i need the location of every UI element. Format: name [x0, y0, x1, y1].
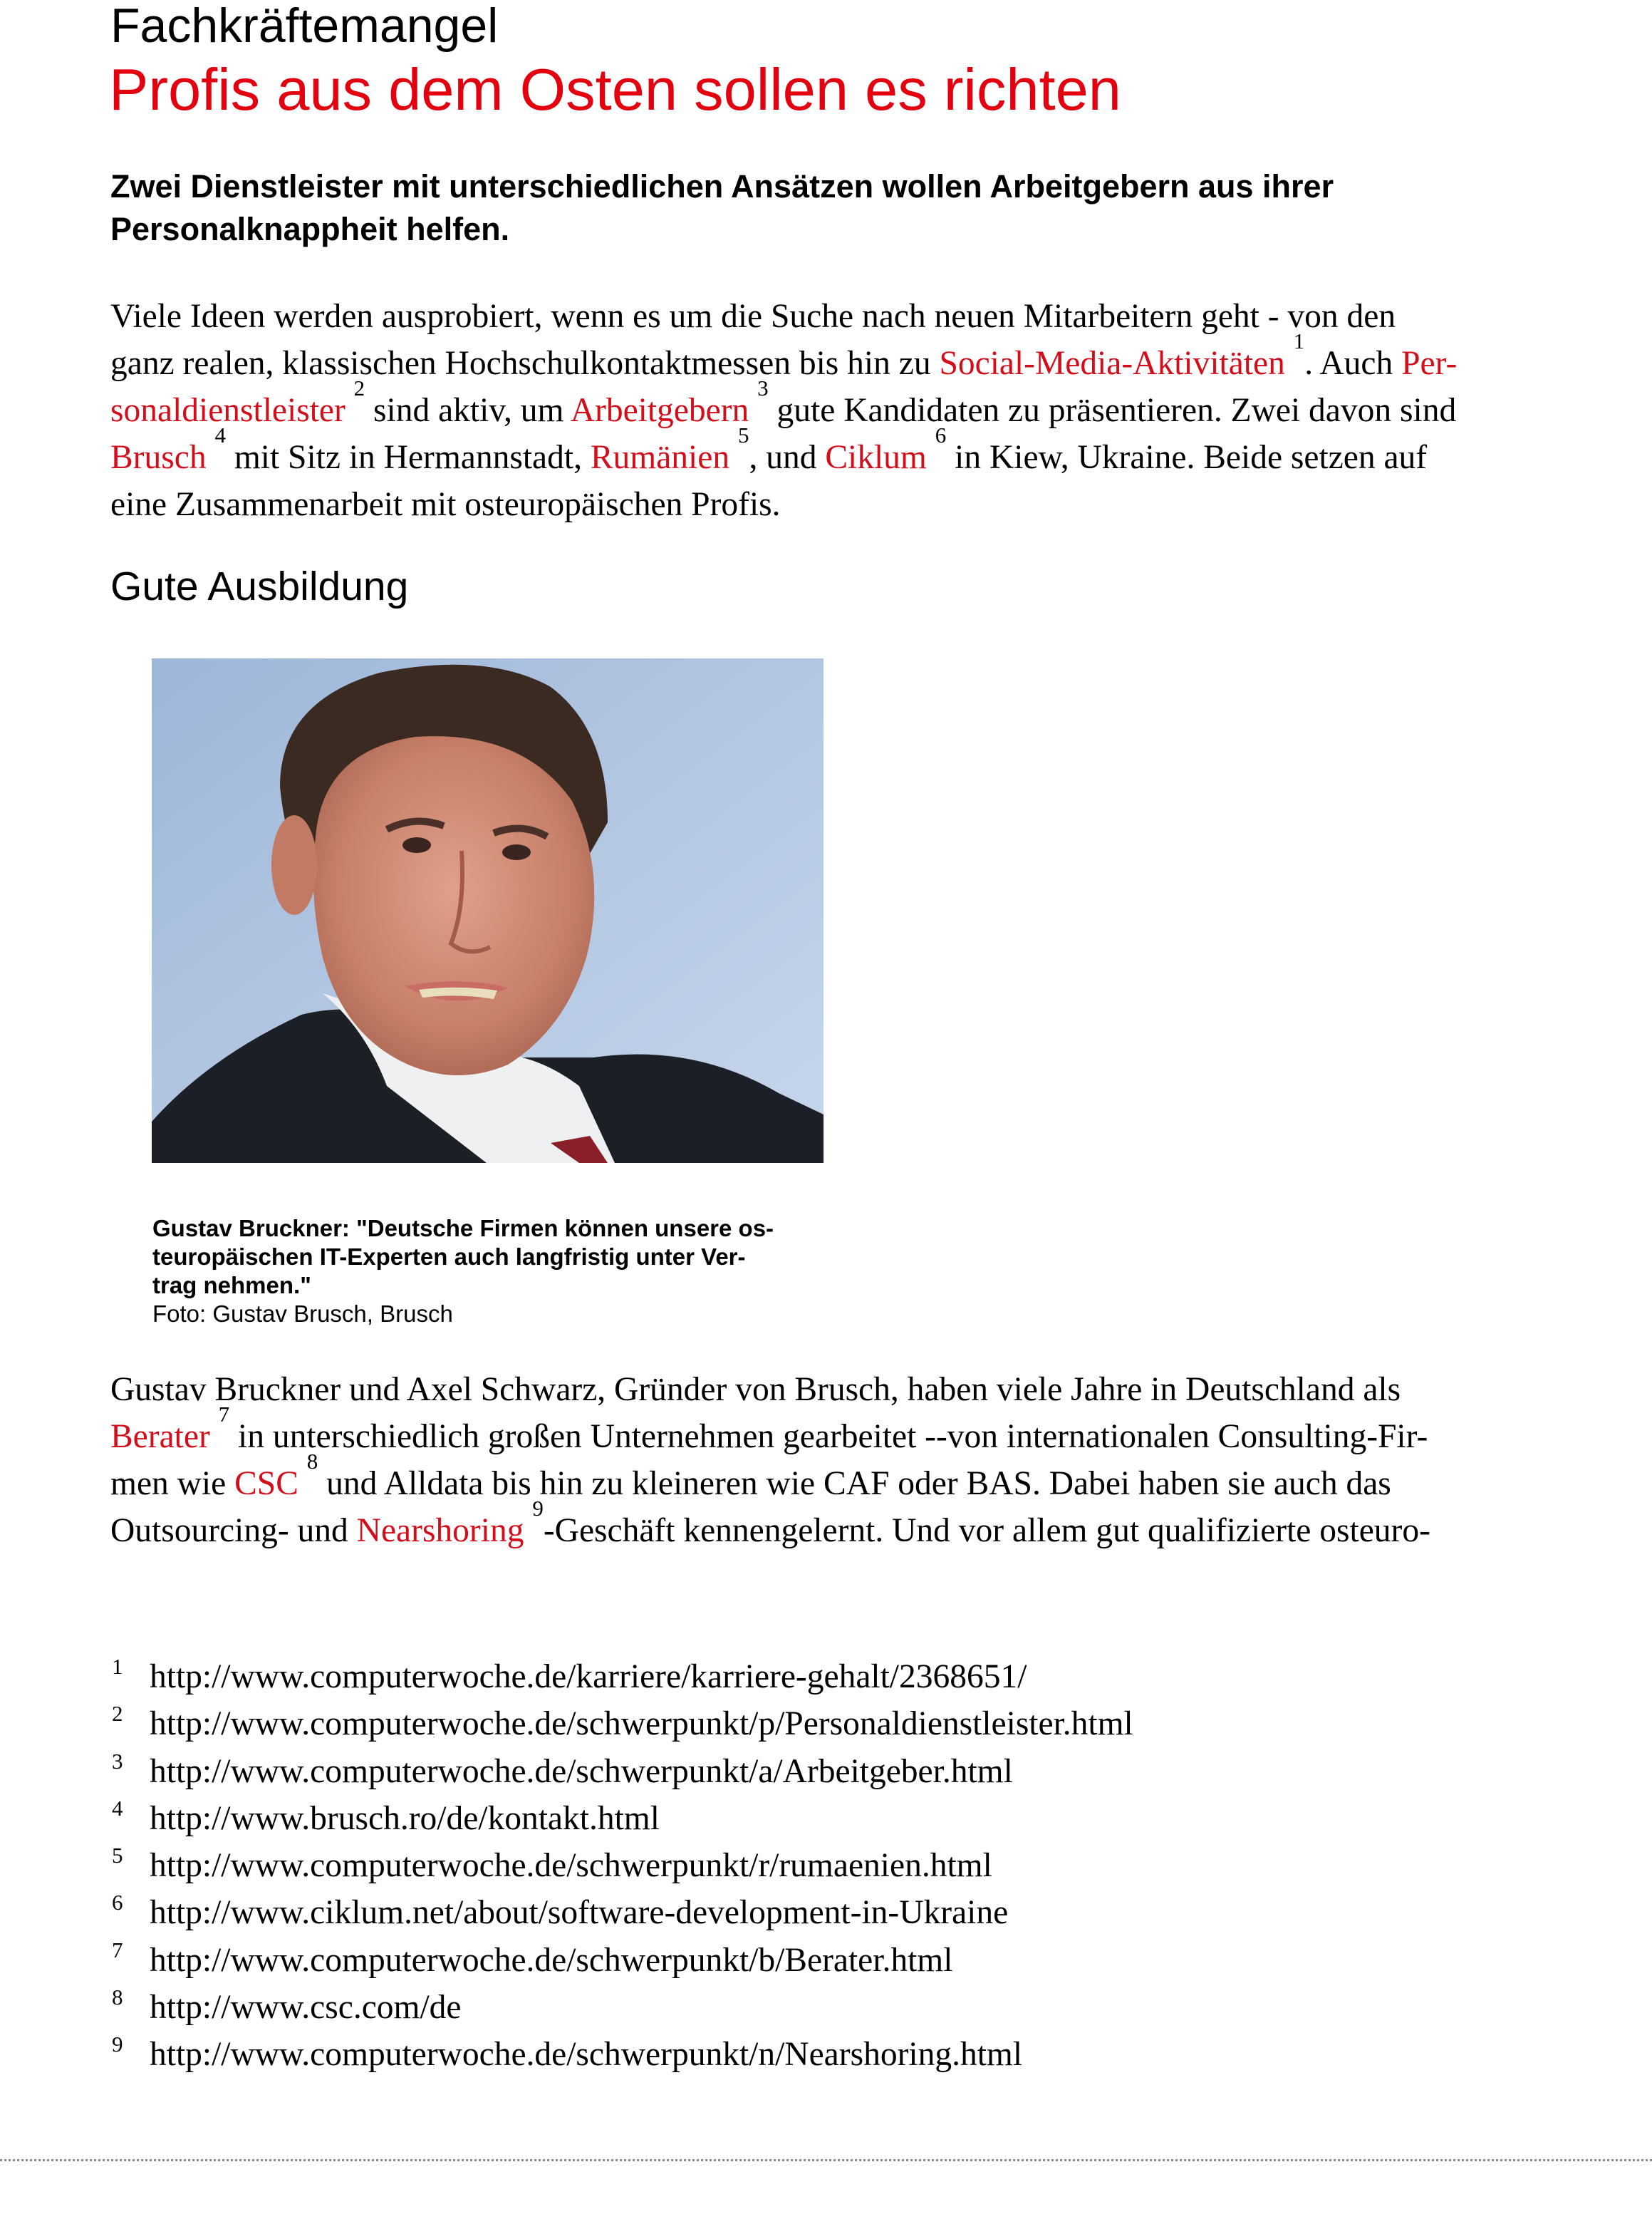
paragraph-line	[110, 1449, 1542, 1507]
body-paragraph-2	[110, 1366, 1542, 1554]
footnote-number: 9	[112, 2032, 123, 2057]
paragraph-line: Viele Ideen werden ausprobiert, wenn es um die Suche nach neuen Mitarbeitern geht - von den	[110, 298, 1396, 335]
paragraph-line	[110, 1402, 1542, 1460]
link-arbeitgebern[interactable]: Arbeitgebern	[570, 392, 749, 429]
footnote-ref: 2	[353, 376, 365, 401]
body-paragraph-1	[110, 293, 1542, 528]
footnote-number: 8	[112, 1985, 123, 2010]
caption-quote-line: Gustav Bruckner: "Deutsche Firmen können unsere os-	[152, 1215, 774, 1241]
text: und Alldata bis hin zu kleineren wie CAF oder BAS. Dabei haben sie auch das	[318, 1465, 1391, 1502]
footnote-number: 7	[112, 1937, 123, 1962]
footnote-ref: 9	[532, 1496, 544, 1521]
footnote-url[interactable]: http://www.computerwoche.de/karriere/karriere-gehalt/2368651/	[150, 1658, 1027, 1695]
link-ciklum[interactable]: Ciklum	[825, 439, 927, 476]
footnote-ref: 5	[737, 423, 749, 448]
text: , und	[749, 439, 826, 476]
footnote-item	[110, 1700, 1393, 1747]
footnote-number: 3	[112, 1748, 123, 1774]
footnote-ref: 1	[1293, 329, 1305, 354]
footnote-ref: 6	[935, 423, 947, 448]
footnote-url[interactable]: http://www.brusch.ro/de/kontakt.html	[150, 1799, 660, 1837]
link-personaldienstleister[interactable]: Per-	[1401, 345, 1458, 382]
link-social-media[interactable]: Social-Media-Aktivitäten	[939, 345, 1285, 382]
link-csc[interactable]: CSC	[234, 1465, 298, 1502]
footnote-list	[110, 1653, 1393, 2079]
link-personaldienstleister-cont[interactable]: sonaldienstleister	[110, 392, 346, 429]
footnote-url[interactable]: http://www.csc.com/de	[150, 1989, 462, 2027]
footnote-url[interactable]: http://www.computerwoche.de/schwerpunkt/p/Personaldienstleister.html	[150, 1705, 1133, 1743]
paragraph-line	[110, 1496, 1542, 1554]
footnote-url[interactable]: http://www.computerwoche.de/schwerpunkt/a/Arbeitgeber.html	[150, 1752, 1013, 1790]
paragraph-line: eine Zusammenarbeit mit osteuropäischen Profis.	[110, 486, 781, 523]
footnote-item	[110, 1984, 1393, 2031]
text: -Geschäft kennengelernt. Und vor allem gut qualifizierte osteuro-	[543, 1512, 1430, 1549]
footnote-item	[110, 1748, 1393, 1795]
paragraph-line	[110, 376, 1542, 434]
link-rumaenien[interactable]: Rumänien	[590, 439, 730, 476]
person-photo-icon	[152, 658, 824, 1163]
footnote-number: 2	[112, 1701, 123, 1727]
article-kicker: Fachkräftemangel	[110, 0, 499, 53]
text: ganz realen, klassischen Hochschulkontaktmessen bis hin zu	[110, 345, 940, 382]
paragraph-line	[110, 329, 1542, 387]
paragraph-line: Gustav Bruckner und Axel Schwarz, Gründer von Brusch, haben viele Jahre in Deutschland als	[110, 1371, 1401, 1408]
footnote-item	[110, 1842, 1393, 1889]
footnote-ref: 7	[218, 1402, 230, 1427]
footnote-item	[110, 1937, 1393, 1984]
text: gute Kandidaten zu präsentieren. Zwei davon sind	[768, 392, 1457, 429]
paragraph-line	[110, 423, 1542, 481]
text: men wie	[110, 1465, 235, 1502]
text: in Kiew, Ukraine. Beide setzen auf	[946, 439, 1428, 476]
footnote-item	[110, 1653, 1393, 1700]
text: Outsourcing- und	[110, 1512, 357, 1549]
section-heading: Gute Ausbildung	[110, 564, 409, 609]
caption-quote-line: teuropäischen IT-Experten auch langfristig unter Ver-	[152, 1243, 746, 1270]
article-lead	[110, 165, 1535, 251]
portrait-photo	[152, 658, 824, 1163]
text: . Auch	[1304, 345, 1402, 382]
footnote-url[interactable]: http://www.ciklum.net/about/software-development-in-Ukraine	[150, 1894, 1009, 1932]
footnote-ref: 3	[757, 376, 769, 401]
footnote-url[interactable]: http://www.computerwoche.de/schwerpunkt/n/Nearshoring.html	[150, 2036, 1023, 2074]
footnote-ref: 8	[306, 1449, 318, 1474]
text: mit Sitz in Hermannstadt,	[225, 439, 591, 476]
footnote-number: 1	[112, 1654, 123, 1679]
text: sind aktiv, um	[365, 392, 571, 429]
footnote-url[interactable]: http://www.computerwoche.de/schwerpunkt/r/rumaenien.html	[150, 1847, 992, 1885]
footnote-item	[110, 1795, 1393, 1842]
caption-quote-line: trag nehmen."	[152, 1272, 311, 1298]
link-brusch[interactable]: Brusch	[110, 439, 207, 476]
caption-credit: Foto: Gustav Brusch, Brusch	[152, 1300, 453, 1327]
footnote-item	[110, 1889, 1393, 1936]
lead-line: Personalknappheit helfen.	[110, 211, 510, 247]
page-divider	[0, 2159, 1652, 2161]
link-berater[interactable]: Berater	[110, 1418, 210, 1455]
footnote-url[interactable]: http://www.computerwoche.de/schwerpunkt/b/Berater.html	[150, 1941, 953, 1979]
footnote-item	[110, 2031, 1393, 2078]
text: in unterschiedlich großen Unternehmen gearbeitet --von internationalen Consulting-Fir-	[229, 1418, 1428, 1455]
article-title: Profis aus dem Osten sollen es richten	[109, 56, 1121, 123]
footnote-number: 5	[112, 1843, 123, 1868]
footnote-ref: 4	[214, 423, 226, 448]
footnote-number: 6	[112, 1890, 123, 1915]
photo-caption	[152, 1214, 836, 1328]
lead-line: Zwei Dienstleister mit unterschiedlichen Ansätzen wollen Arbeitgebern aus ihrer	[110, 168, 1334, 205]
link-nearshoring[interactable]: Nearshoring	[356, 1512, 524, 1549]
footnote-number: 4	[112, 1795, 123, 1821]
